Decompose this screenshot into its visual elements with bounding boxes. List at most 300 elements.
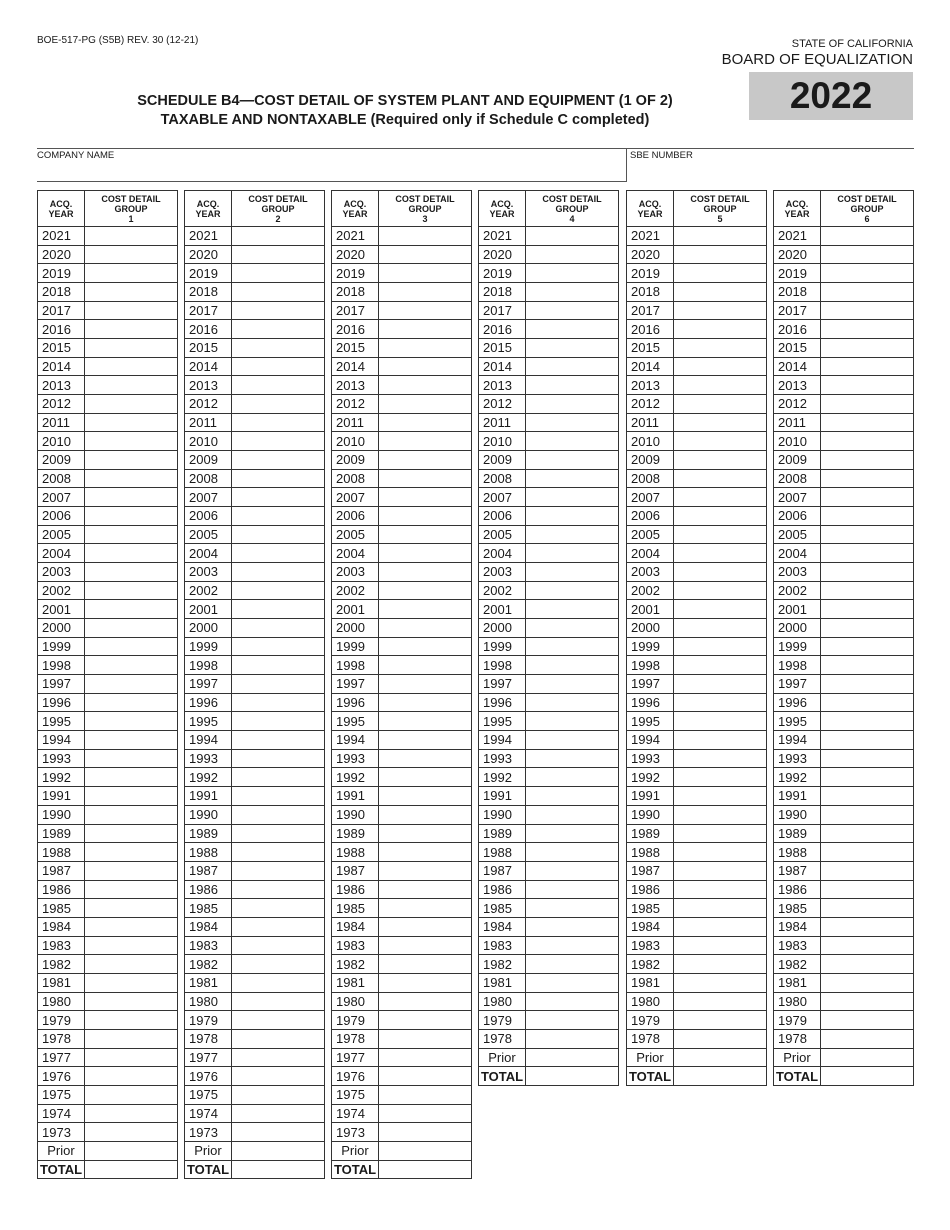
cost-input-cell[interactable] [379,357,472,376]
cost-input-cell[interactable] [526,880,619,899]
cost-input-cell[interactable] [526,899,619,918]
cost-input-cell[interactable] [232,339,325,358]
cost-input-cell[interactable] [526,376,619,395]
cost-input-cell[interactable] [674,1029,767,1048]
cost-input-cell[interactable] [821,787,914,806]
cost-input-cell[interactable] [232,656,325,675]
cost-input-cell[interactable] [821,283,914,302]
cost-input-cell[interactable] [85,1160,178,1179]
cost-input-cell[interactable] [674,320,767,339]
cost-input-cell[interactable] [821,1011,914,1030]
cost-input-cell[interactable] [379,301,472,320]
cost-input-cell[interactable] [379,805,472,824]
cost-input-cell[interactable] [85,749,178,768]
cost-input-cell[interactable] [85,787,178,806]
cost-input-cell[interactable] [821,656,914,675]
cost-input-cell[interactable] [379,600,472,619]
cost-input-cell[interactable] [85,861,178,880]
cost-input-cell[interactable] [379,1085,472,1104]
cost-input-cell[interactable] [821,619,914,638]
cost-input-cell[interactable] [674,936,767,955]
acq-year-cell: 2009 [627,451,674,470]
cost-input-cell[interactable] [526,245,619,264]
cost-input-cell[interactable] [232,1011,325,1030]
cost-input-cell[interactable] [526,637,619,656]
cost-input-cell[interactable] [674,992,767,1011]
cost-input-cell[interactable] [85,581,178,600]
cost-input-cell[interactable] [674,245,767,264]
cost-input-cell[interactable] [821,507,914,526]
cost-input-cell[interactable] [821,432,914,451]
cost-input-cell[interactable] [526,339,619,358]
cost-input-cell[interactable] [674,824,767,843]
cost-input-cell[interactable] [232,787,325,806]
cost-input-cell[interactable] [821,899,914,918]
cost-input-cell[interactable] [379,451,472,470]
cost-input-cell[interactable] [379,1141,472,1160]
cost-input-cell[interactable] [232,283,325,302]
cost-input-cell[interactable] [526,731,619,750]
cost-input-cell[interactable] [674,1067,767,1086]
cost-input-cell[interactable] [85,451,178,470]
cost-input-cell[interactable] [821,413,914,432]
cost-input-cell[interactable] [85,1048,178,1067]
cost-input-cell[interactable] [232,619,325,638]
cost-input-cell[interactable] [379,1029,472,1048]
cost-input-cell[interactable] [821,936,914,955]
cost-input-cell[interactable] [85,488,178,507]
cost-input-cell[interactable] [821,339,914,358]
company-name-field[interactable] [37,148,626,182]
cost-input-cell[interactable] [674,1048,767,1067]
cost-input-cell[interactable] [379,1123,472,1142]
cost-input-cell[interactable] [85,1104,178,1123]
cost-input-cell[interactable] [821,712,914,731]
cost-input-cell[interactable] [526,824,619,843]
cost-input-cell[interactable] [526,656,619,675]
cost-input-cell[interactable] [232,955,325,974]
cost-input-cell[interactable] [526,992,619,1011]
cost-input-cell[interactable] [526,973,619,992]
cost-input-cell[interactable] [232,1123,325,1142]
cost-input-cell[interactable] [526,843,619,862]
cost-input-cell[interactable] [85,656,178,675]
cost-input-cell[interactable] [821,1048,914,1067]
cost-input-cell[interactable] [821,301,914,320]
cost-input-cell[interactable] [232,1104,325,1123]
cost-input-cell[interactable] [674,469,767,488]
cost-input-cell[interactable] [232,917,325,936]
cost-input-cell[interactable] [85,432,178,451]
cost-input-cell[interactable] [85,395,178,414]
acq-year-cell: 1991 [627,787,674,806]
cost-input-cell[interactable] [232,600,325,619]
cost-input-cell[interactable] [85,936,178,955]
cost-input-cell[interactable] [85,507,178,526]
cost-input-cell[interactable] [85,768,178,787]
cost-input-cell[interactable] [232,1160,325,1179]
cost-input-cell[interactable] [232,357,325,376]
cost-input-cell[interactable] [85,339,178,358]
cost-input-cell[interactable] [821,973,914,992]
cost-input-cell[interactable] [821,693,914,712]
cost-input-cell[interactable] [85,357,178,376]
cost-input-cell[interactable] [232,451,325,470]
cost-input-cell[interactable] [526,1029,619,1048]
cost-input-cell[interactable] [526,936,619,955]
cost-input-cell[interactable] [526,451,619,470]
cost-input-cell[interactable] [379,563,472,582]
cost-input-cell[interactable] [232,1085,325,1104]
cost-input-cell[interactable] [526,955,619,974]
cost-input-cell[interactable] [674,563,767,582]
cost-input-cell[interactable] [85,880,178,899]
cost-input-cell[interactable] [232,749,325,768]
cost-input-cell[interactable] [526,413,619,432]
cost-input-cell[interactable] [674,768,767,787]
sbe-number-field[interactable] [626,148,914,182]
cost-input-cell[interactable] [379,1011,472,1030]
cost-input-cell[interactable] [674,973,767,992]
cost-input-cell[interactable] [674,899,767,918]
cost-input-cell[interactable] [232,525,325,544]
cost-input-cell[interactable] [85,376,178,395]
cost-input-cell[interactable] [379,227,472,246]
cost-input-cell[interactable] [821,861,914,880]
cost-input-cell[interactable] [821,488,914,507]
cost-input-cell[interactable] [674,861,767,880]
cost-input-cell[interactable] [379,768,472,787]
cost-input-cell[interactable] [526,619,619,638]
cost-input-cell[interactable] [526,600,619,619]
cost-input-cell[interactable] [85,712,178,731]
cost-input-cell[interactable] [85,413,178,432]
cost-input-cell[interactable] [821,955,914,974]
cost-input-cell[interactable] [85,469,178,488]
cost-input-cell[interactable] [526,525,619,544]
cost-input-cell[interactable] [821,469,914,488]
cost-input-cell[interactable] [232,805,325,824]
cost-input-cell[interactable] [526,581,619,600]
cost-input-cell[interactable] [85,675,178,694]
cost-input-cell[interactable] [379,843,472,862]
cost-input-cell[interactable] [85,1067,178,1086]
cost-input-cell[interactable] [674,656,767,675]
cost-input-cell[interactable] [821,227,914,246]
cost-input-cell[interactable] [526,1011,619,1030]
cost-input-cell[interactable] [526,395,619,414]
cost-input-cell[interactable] [232,824,325,843]
cost-input-cell[interactable] [821,824,914,843]
cost-input-cell[interactable] [674,731,767,750]
cost-input-cell[interactable] [674,544,767,563]
cost-input-cell[interactable] [232,1029,325,1048]
cost-input-cell[interactable] [821,451,914,470]
cost-input-cell[interactable] [674,283,767,302]
cost-input-cell[interactable] [232,861,325,880]
cost-input-cell[interactable] [379,787,472,806]
cost-input-cell[interactable] [526,917,619,936]
cost-input-cell[interactable] [674,525,767,544]
cost-input-cell[interactable] [526,768,619,787]
cost-input-cell[interactable] [379,637,472,656]
cost-input-cell[interactable] [85,731,178,750]
cost-input-cell[interactable] [85,1123,178,1142]
cost-input-cell[interactable] [85,955,178,974]
cost-input-cell[interactable] [379,880,472,899]
cost-input-cell[interactable] [232,843,325,862]
cost-input-cell[interactable] [232,637,325,656]
cost-input-cell[interactable] [85,824,178,843]
cost-input-cell[interactable] [85,227,178,246]
cost-input-cell[interactable] [85,283,178,302]
cost-input-cell[interactable] [85,1011,178,1030]
acq-year-cell: 2006 [185,507,232,526]
cost-input-cell[interactable] [232,899,325,918]
cost-input-cell[interactable] [379,544,472,563]
cost-input-cell[interactable] [379,749,472,768]
cost-input-cell[interactable] [379,245,472,264]
cost-input-cell[interactable] [821,525,914,544]
cost-input-cell[interactable] [379,264,472,283]
cost-input-cell[interactable] [379,675,472,694]
cost-input-cell[interactable] [232,992,325,1011]
cost-input-cell[interactable] [526,861,619,880]
cost-input-cell[interactable] [674,581,767,600]
cost-input-cell[interactable] [526,357,619,376]
cost-input-cell[interactable] [85,264,178,283]
cost-input-cell[interactable] [674,395,767,414]
cost-input-cell[interactable] [232,395,325,414]
cost-input-cell[interactable] [526,675,619,694]
cost-input-cell[interactable] [674,693,767,712]
cost-input-cell[interactable] [526,712,619,731]
cost-input-cell[interactable] [674,749,767,768]
cost-input-cell[interactable] [526,693,619,712]
cost-input-cell[interactable] [232,675,325,694]
cost-input-cell[interactable] [674,264,767,283]
cost-input-cell[interactable] [379,339,472,358]
cost-input-cell[interactable] [526,1067,619,1086]
cost-input-cell[interactable] [232,432,325,451]
cost-input-cell[interactable] [379,955,472,974]
cost-input-cell[interactable] [821,376,914,395]
cost-input-cell[interactable] [232,227,325,246]
cost-input-cell[interactable] [232,245,325,264]
cost-input-cell[interactable] [232,1048,325,1067]
cost-input-cell[interactable] [526,805,619,824]
cost-input-cell[interactable] [526,432,619,451]
cost-input-cell[interactable] [821,563,914,582]
cost-input-cell[interactable] [379,507,472,526]
cost-input-cell[interactable] [821,1067,914,1086]
table-row [479,917,619,936]
cost-input-cell[interactable] [674,955,767,974]
cost-input-cell[interactable] [674,675,767,694]
acq-year-cell: 2017 [185,301,232,320]
cost-input-cell[interactable] [85,1085,178,1104]
cost-input-cell[interactable] [232,936,325,955]
cost-input-cell[interactable] [379,693,472,712]
cost-input-cell[interactable] [821,880,914,899]
cost-input-cell[interactable] [85,637,178,656]
cost-input-cell[interactable] [674,432,767,451]
cost-input-cell[interactable] [674,451,767,470]
cost-input-cell[interactable] [526,227,619,246]
cost-input-cell[interactable] [85,1029,178,1048]
cost-input-cell[interactable] [232,469,325,488]
cost-input-cell[interactable] [232,712,325,731]
cost-input-cell[interactable] [821,544,914,563]
cost-input-cell[interactable] [232,301,325,320]
cost-input-cell[interactable] [526,507,619,526]
cost-input-cell[interactable] [85,973,178,992]
cost-input-cell[interactable] [821,768,914,787]
cost-input-cell[interactable] [232,413,325,432]
cost-input-cell[interactable] [821,917,914,936]
cost-input-cell[interactable] [821,264,914,283]
cost-input-cell[interactable] [674,357,767,376]
cost-input-cell[interactable] [821,581,914,600]
cost-input-cell[interactable] [674,843,767,862]
cost-input-cell[interactable] [379,619,472,638]
cost-input-cell[interactable] [85,917,178,936]
cost-input-cell[interactable] [232,693,325,712]
cost-input-cell[interactable] [379,936,472,955]
cost-input-cell[interactable] [85,563,178,582]
cost-input-cell[interactable] [821,805,914,824]
cost-input-cell[interactable] [526,787,619,806]
cost-input-cell[interactable] [821,320,914,339]
cost-input-cell[interactable] [674,227,767,246]
cost-input-cell[interactable] [232,768,325,787]
cost-input-cell[interactable] [85,1141,178,1160]
cost-input-cell[interactable] [232,264,325,283]
table-row [38,264,178,283]
cost-input-cell[interactable] [674,507,767,526]
cost-input-cell[interactable] [379,917,472,936]
cost-input-cell[interactable] [85,301,178,320]
cost-input-cell[interactable] [85,525,178,544]
cost-input-cell[interactable] [232,731,325,750]
cost-input-cell[interactable] [821,637,914,656]
cost-input-cell[interactable] [85,245,178,264]
cost-input-cell[interactable] [232,1067,325,1086]
cost-input-cell[interactable] [674,787,767,806]
cost-input-cell[interactable] [379,731,472,750]
cost-input-cell[interactable] [821,245,914,264]
cost-input-cell[interactable] [674,637,767,656]
cost-input-cell[interactable] [379,376,472,395]
cost-input-cell[interactable] [232,488,325,507]
cost-input-cell[interactable] [85,992,178,1011]
cost-input-cell[interactable] [526,264,619,283]
cost-input-cell[interactable] [379,581,472,600]
cost-input-cell[interactable] [379,1048,472,1067]
cost-input-cell[interactable] [821,357,914,376]
cost-input-cell[interactable] [526,563,619,582]
cost-input-cell[interactable] [526,320,619,339]
cost-input-cell[interactable] [526,749,619,768]
cost-input-cell[interactable] [379,413,472,432]
cost-input-cell[interactable] [379,432,472,451]
cost-input-cell[interactable] [821,1029,914,1048]
cost-input-cell[interactable] [526,301,619,320]
cost-input-cell[interactable] [232,973,325,992]
cost-input-cell[interactable] [379,488,472,507]
cost-input-cell[interactable] [526,1048,619,1067]
cost-input-cell[interactable] [232,507,325,526]
cost-input-cell[interactable] [379,395,472,414]
cost-input-cell[interactable] [821,731,914,750]
cost-input-cell[interactable] [821,600,914,619]
cost-input-cell[interactable] [379,992,472,1011]
cost-input-cell[interactable] [674,301,767,320]
cost-input-cell[interactable] [232,320,325,339]
acq-year-cell: 1974 [185,1104,232,1123]
cost-input-cell[interactable] [379,283,472,302]
cost-input-cell[interactable] [232,563,325,582]
cost-input-cell[interactable] [379,899,472,918]
cost-input-cell[interactable] [85,320,178,339]
cost-input-cell[interactable] [379,469,472,488]
cost-input-cell[interactable] [379,712,472,731]
cost-input-cell[interactable] [674,917,767,936]
cost-input-cell[interactable] [674,1011,767,1030]
cost-input-cell[interactable] [674,712,767,731]
cost-input-cell[interactable] [379,861,472,880]
cost-input-cell[interactable] [526,488,619,507]
cost-input-cell[interactable] [674,488,767,507]
cost-input-cell[interactable] [85,693,178,712]
cost-input-cell[interactable] [674,805,767,824]
cost-input-cell[interactable] [379,1067,472,1086]
cost-input-cell[interactable] [674,600,767,619]
cost-input-cell[interactable] [232,376,325,395]
cost-input-cell[interactable] [379,525,472,544]
cost-input-cell[interactable] [821,992,914,1011]
cost-input-cell[interactable] [379,320,472,339]
cost-input-cell[interactable] [821,675,914,694]
cost-input-cell[interactable] [526,469,619,488]
cost-input-cell[interactable] [85,619,178,638]
cost-input-cell[interactable] [674,619,767,638]
cost-input-cell[interactable] [526,283,619,302]
cost-input-cell[interactable] [379,1160,472,1179]
cost-input-cell[interactable] [674,339,767,358]
cost-input-cell[interactable] [85,899,178,918]
cost-input-cell[interactable] [379,656,472,675]
cost-input-cell[interactable] [821,395,914,414]
cost-input-cell[interactable] [821,843,914,862]
cost-input-cell[interactable] [232,880,325,899]
cost-input-cell[interactable] [674,376,767,395]
cost-input-cell[interactable] [821,749,914,768]
cost-input-cell[interactable] [232,1141,325,1160]
cost-input-cell[interactable] [379,973,472,992]
cost-input-cell[interactable] [85,544,178,563]
cost-input-cell[interactable] [526,544,619,563]
cost-input-cell[interactable] [232,544,325,563]
cost-input-cell[interactable] [674,880,767,899]
cost-input-cell[interactable] [379,824,472,843]
cost-input-cell[interactable] [85,600,178,619]
cost-input-cell[interactable] [85,843,178,862]
cost-input-cell[interactable] [232,581,325,600]
cost-input-cell[interactable] [379,1104,472,1123]
cost-input-cell[interactable] [85,805,178,824]
cost-input-cell[interactable] [674,413,767,432]
